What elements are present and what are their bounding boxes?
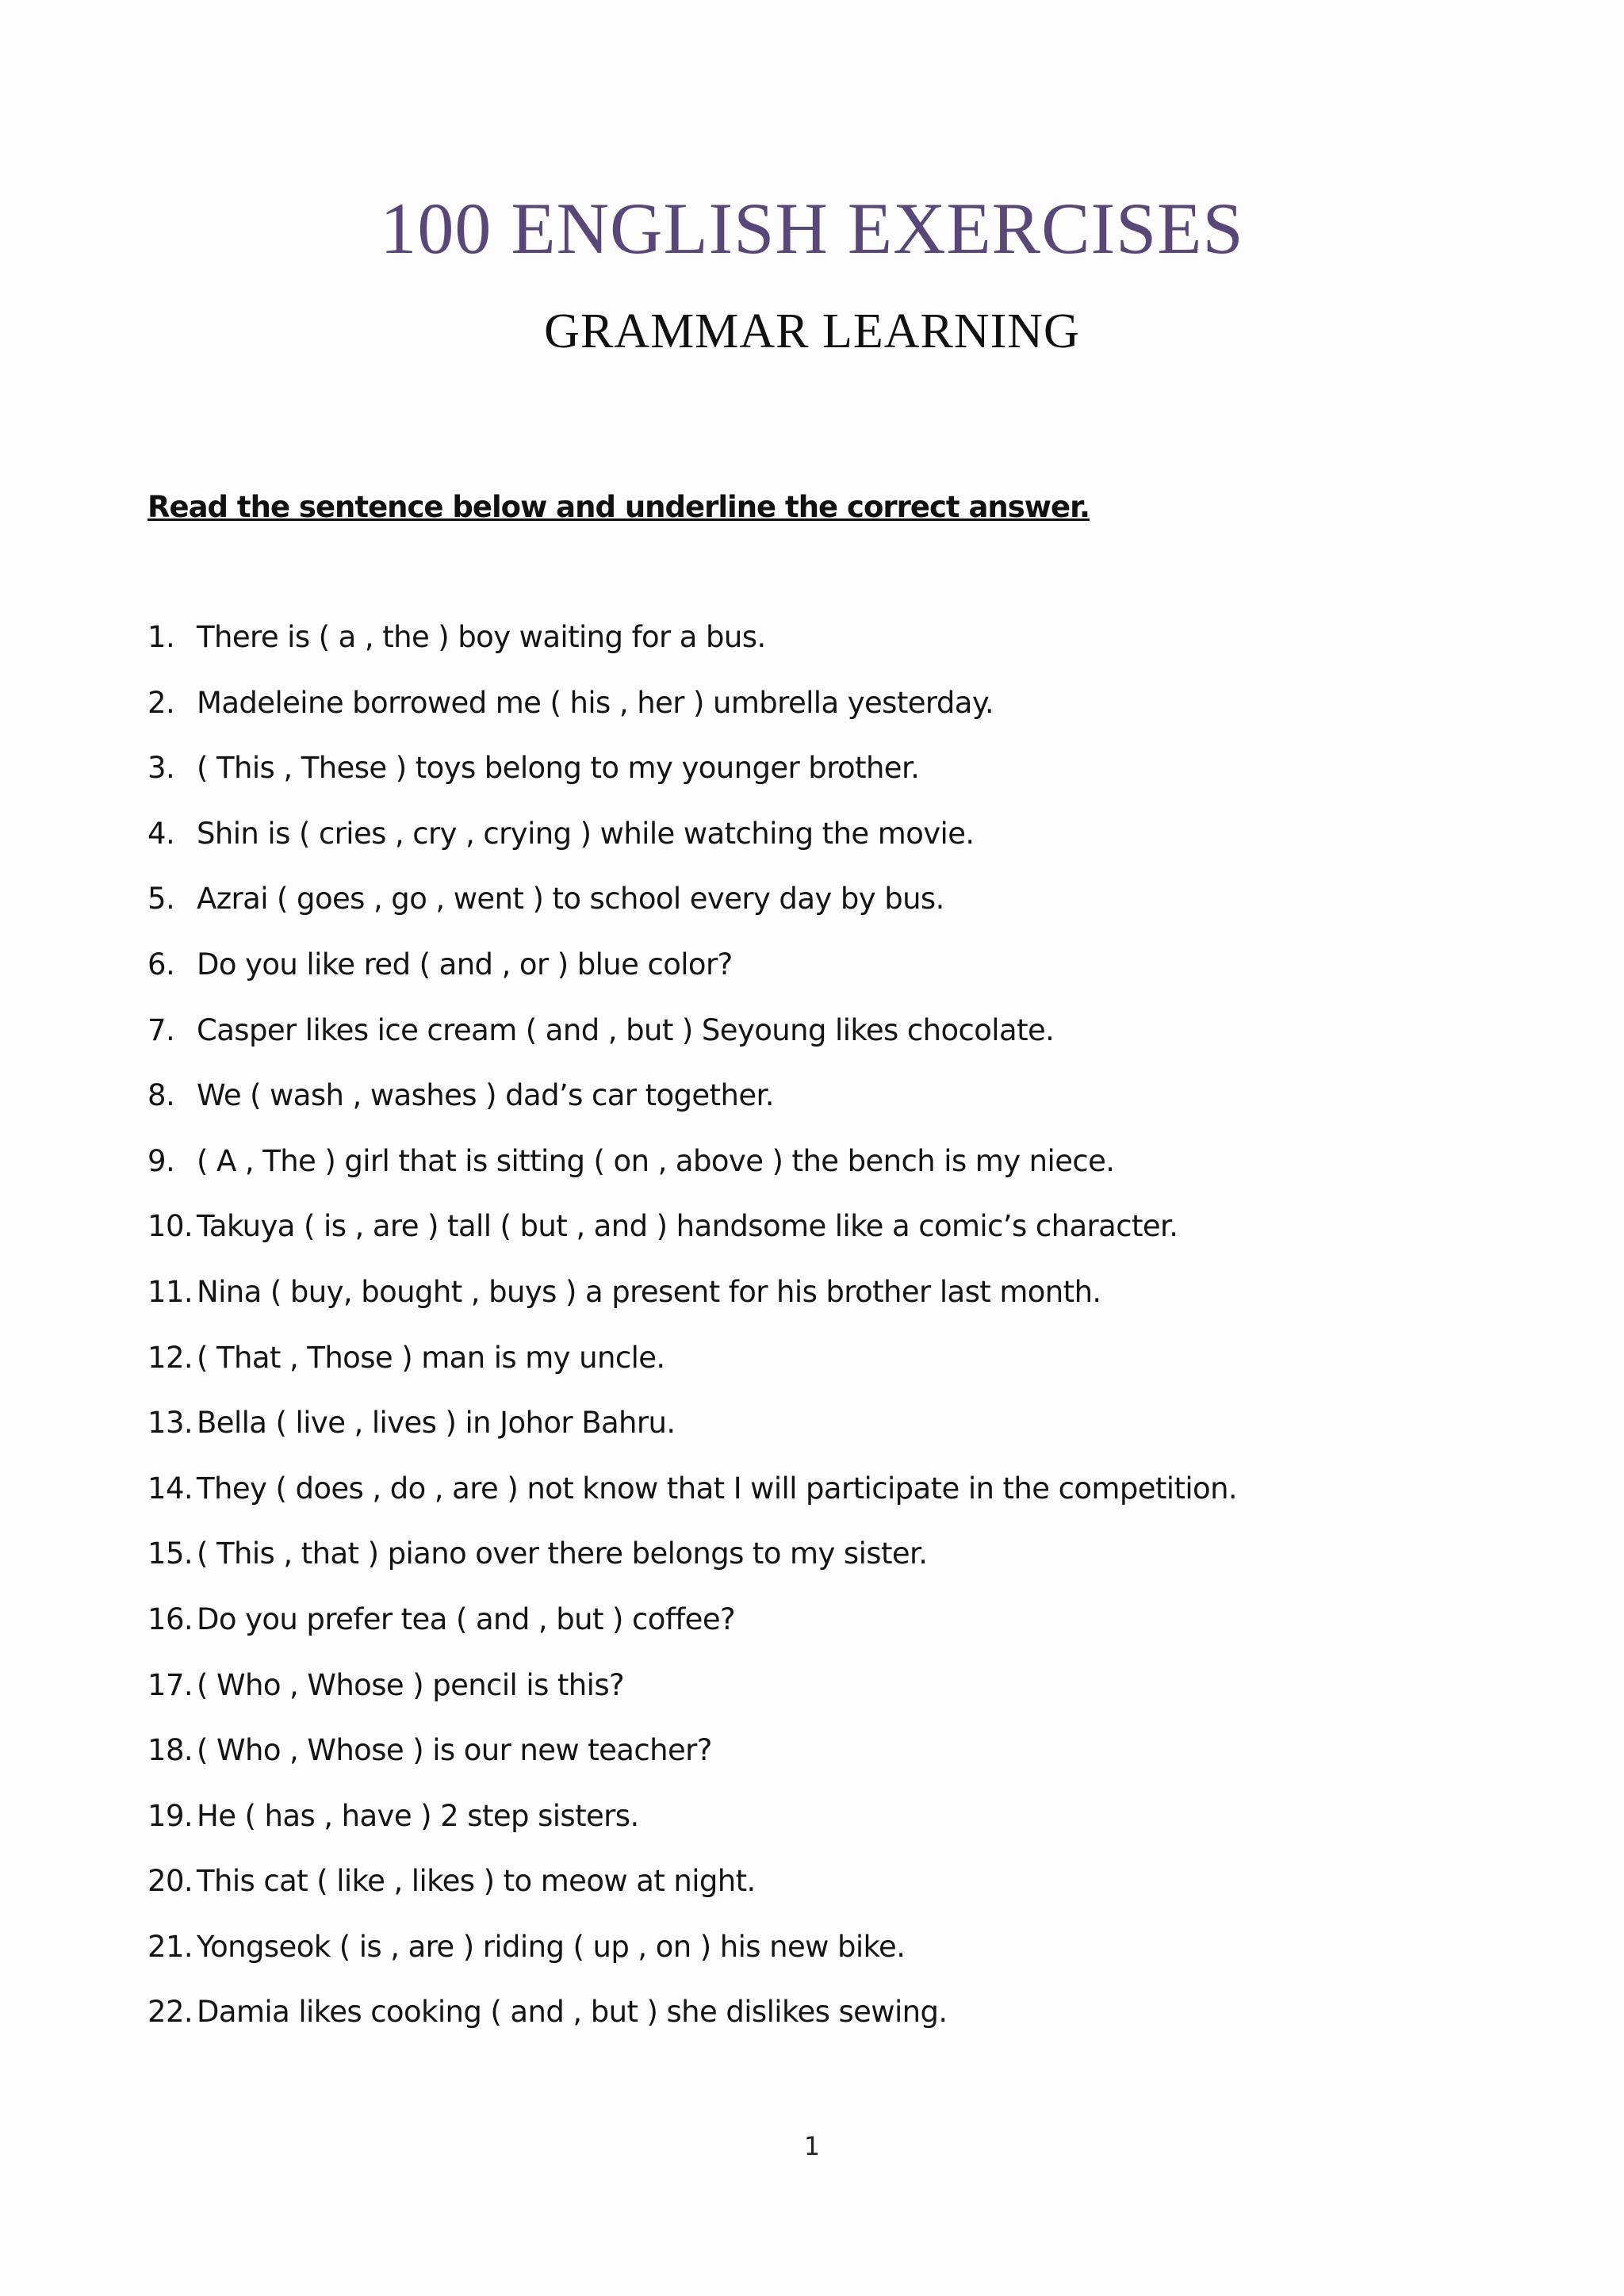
exercise-number: 8.	[147, 1078, 175, 1113]
exercise-sentence: They ( does , do , are ) not know that I will participate in the competition.	[197, 1471, 1238, 1506]
exercise-number: 12.	[147, 1340, 193, 1375]
exercise-sentence: ( Who , Whose ) is our new teacher?	[197, 1733, 712, 1768]
exercise-number: 6.	[147, 947, 175, 982]
exercise-item	[147, 1471, 1496, 1537]
exercise-number: 3.	[147, 751, 175, 786]
exercise-number: 7.	[147, 1012, 175, 1047]
exercise-list	[147, 620, 1496, 2061]
exercise-item	[147, 1668, 1496, 1734]
exercise-item	[147, 1078, 1496, 1144]
exercise-sentence: Yongseok ( is , are ) riding ( up , on ) his new bike.	[197, 1929, 906, 1964]
exercise-sentence: Nina ( buy, bought , buys ) a present for his brother last month.	[197, 1274, 1101, 1309]
exercise-item	[147, 1864, 1496, 1930]
exercise-number: 1.	[147, 620, 175, 654]
exercise-number: 22.	[147, 1995, 193, 2030]
exercise-number: 5.	[147, 882, 175, 916]
exercise-sentence: This cat ( like , likes ) to meow at night.	[197, 1864, 756, 1899]
exercise-item	[147, 1930, 1496, 1996]
exercise-item	[147, 686, 1496, 752]
exercise-number: 11.	[147, 1274, 193, 1309]
exercise-sentence: ( A , The ) girl that is sitting ( on , above ) the bench is my niece.	[197, 1143, 1115, 1178]
document-title: 100 ENGLISH EXERCISES	[380, 188, 1244, 269]
exercise-sentence: Madeleine borrowed me ( his , her ) umbrella yesterday.	[197, 685, 994, 720]
exercise-sentence: Do you prefer tea ( and , but ) coffee?	[197, 1601, 736, 1636]
exercise-sentence: There is ( a , the ) boy waiting for a bus.	[197, 620, 766, 654]
exercise-sentence: Shin is ( cries , cry , crying ) while watching the movie.	[197, 816, 975, 851]
exercise-sentence: Bella ( live , lives ) in Johor Bahru.	[197, 1406, 676, 1441]
exercise-item	[147, 1341, 1496, 1406]
exercise-sentence: Damia likes cooking ( and , but ) she dislikes sewing.	[197, 1995, 948, 2030]
exercise-item	[147, 1995, 1496, 2061]
exercise-number: 15.	[147, 1536, 193, 1571]
exercise-number: 17.	[147, 1667, 193, 1702]
exercise-item	[147, 882, 1496, 947]
exercise-item	[147, 1536, 1496, 1602]
exercise-number: 13.	[147, 1406, 193, 1441]
exercise-number: 4.	[147, 816, 175, 851]
exercise-item	[147, 1275, 1496, 1341]
exercise-item	[147, 1406, 1496, 1471]
exercise-number: 21.	[147, 1929, 193, 1964]
exercise-number: 2.	[147, 685, 175, 720]
exercise-number: 20.	[147, 1864, 193, 1899]
exercise-sentence: Do you like red ( and , or ) blue color?	[197, 947, 733, 982]
exercise-item	[147, 1144, 1496, 1210]
document-subtitle: GRAMMAR LEARNING	[544, 304, 1080, 358]
exercise-item	[147, 1602, 1496, 1668]
exercise-sentence: ( This , that ) piano over there belongs to my sister.	[197, 1536, 928, 1571]
exercise-sentence: We ( wash , washes ) dad’s car together.	[197, 1078, 774, 1113]
exercise-item	[147, 1733, 1496, 1799]
exercise-item	[147, 947, 1496, 1013]
exercise-sentence: He ( has , have ) 2 step sisters.	[197, 1798, 639, 1833]
exercise-item	[147, 817, 1496, 882]
exercise-item	[147, 1013, 1496, 1079]
exercise-number: 9.	[147, 1143, 175, 1178]
exercise-sentence: Casper likes ice cream ( and , but ) Seyoung likes chocolate.	[197, 1012, 1055, 1047]
page-number: 1	[803, 2131, 821, 2161]
exercise-sentence: ( Who , Whose ) pencil is this?	[197, 1667, 625, 1702]
exercise-number: 10.	[147, 1209, 193, 1244]
exercise-number: 19.	[147, 1798, 193, 1833]
exercise-sentence: ( This , These ) toys belong to my younger brother.	[197, 751, 920, 786]
exercise-sentence: Azrai ( goes , go , went ) to school every day by bus.	[197, 882, 944, 916]
exercise-item	[147, 1209, 1496, 1275]
exercise-item	[147, 1799, 1496, 1865]
exercise-number: 18.	[147, 1733, 193, 1768]
exercise-sentence: Takuya ( is , are ) tall ( but , and ) handsome like a comic’s character.	[197, 1209, 1178, 1244]
exercise-item	[147, 751, 1496, 817]
exercise-number: 14.	[147, 1471, 193, 1506]
exercise-sentence: ( That , Those ) man is my uncle.	[197, 1340, 665, 1375]
exercise-number: 16.	[147, 1601, 193, 1636]
exercise-item	[147, 620, 1496, 686]
instruction-heading: Read the sentence below and underline the correct answer.	[147, 490, 1090, 524]
